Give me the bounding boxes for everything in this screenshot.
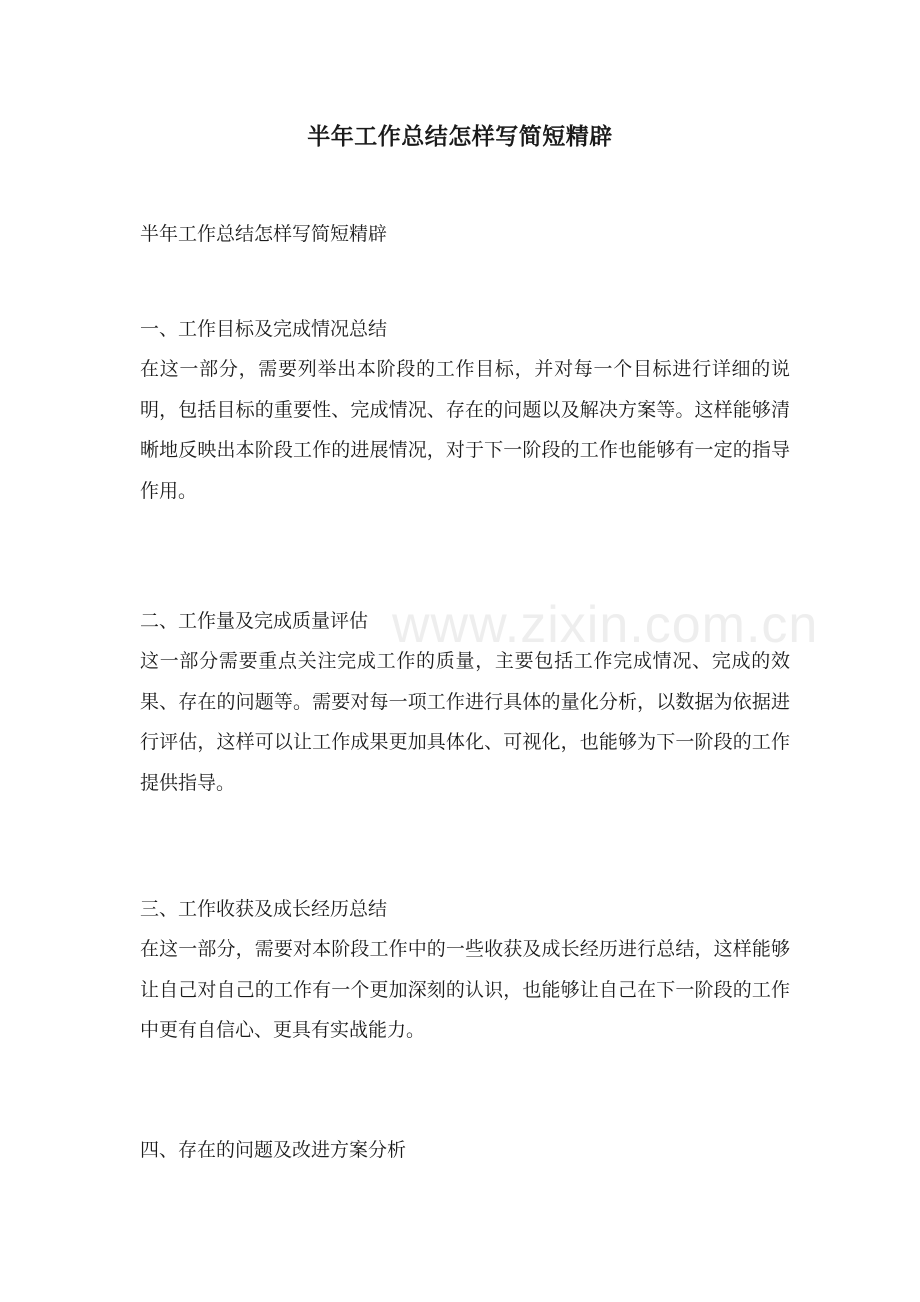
section-heading: 一、工作目标及完成情况总结 (140, 318, 388, 340)
section-4 (140, 1130, 790, 1170)
section-body: 在这一部分，需要对本阶段工作中的一些收获及成长经历进行总结，这样能够让自己对自己的工作有一个更加深刻的认识，也能够让自己在下一阶段的工作中更有自信心、更具有实战能力。 (140, 938, 790, 1041)
section-body: 在这一部分，需要列举出本阶段的工作目标，并对每一个目标进行详细的说明，包括目标的重要性、完成情况、存在的问题以及解决方案等。这样能够清晰地反映出本阶段工作的进展情况，对于下一阶段的工作也能够有一定的指导作用。 (140, 358, 790, 502)
document-subtitle: 半年工作总结怎样写简短精辟 (140, 223, 388, 245)
section-3 (140, 889, 790, 1051)
document-title: 半年工作总结怎样写简短精辟 (307, 123, 613, 150)
section-heading: 二、工作量及完成质量评估 (140, 610, 369, 632)
watermark: www.zixin.com.cn (392, 596, 819, 654)
section-heading: 四、存在的问题及改进方案分析 (140, 1139, 407, 1161)
section-1 (140, 309, 790, 511)
section-2 (140, 601, 790, 803)
section-heading: 三、工作收获及成长经历总结 (140, 898, 388, 920)
section-body: 这一部分需要重点关注完成工作的质量，主要包括工作完成情况、完成的效果、存在的问题等。需要对每一项工作进行具体的量化分析，以数据为依据进行评估，这样可以让工作成果更加具体化、可视化，也能够为下一阶段的工作提供指导。 (140, 650, 790, 794)
